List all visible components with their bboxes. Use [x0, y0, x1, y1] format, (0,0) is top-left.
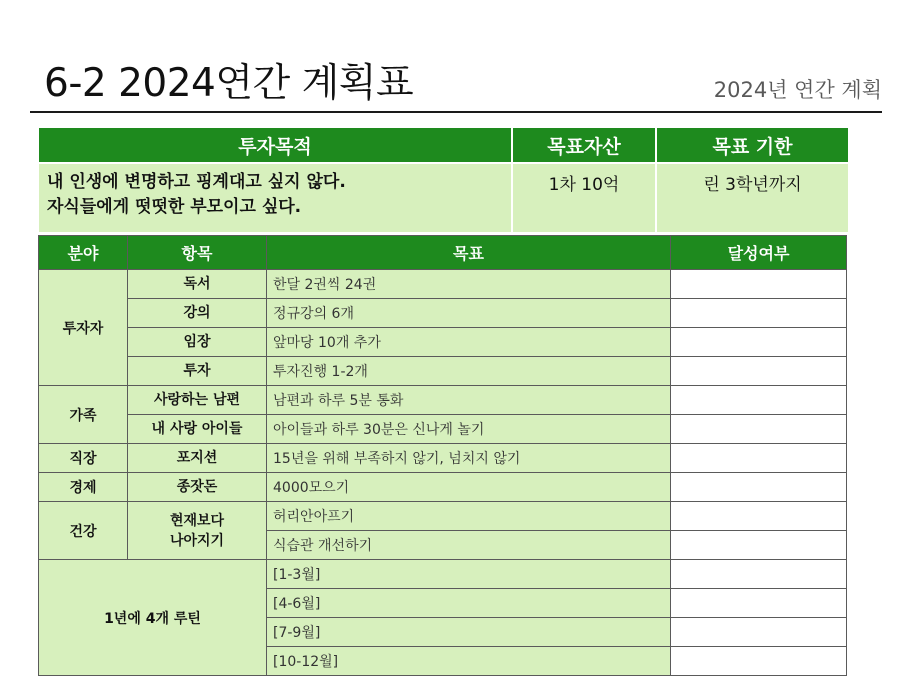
item-improve-line-1: 현재보다 — [169, 512, 225, 529]
annual-plan-table — [38, 235, 847, 676]
achievement-cell[interactable] — [671, 618, 847, 647]
item-husband: 사랑하는 남편 — [128, 386, 267, 415]
goal-cell: 한달 2권씩 24권 — [267, 270, 671, 299]
goal-cell: [4-6월] — [267, 589, 671, 618]
category-work: 직장 — [39, 444, 128, 473]
item-lecture: 강의 — [128, 299, 267, 328]
achievement-cell[interactable] — [671, 444, 847, 473]
table-row — [39, 270, 847, 299]
achievement-cell[interactable] — [671, 328, 847, 357]
goal-cell: 아이들과 하루 30분은 신나게 놀기 — [267, 415, 671, 444]
goal-cell: [7-9월] — [267, 618, 671, 647]
header-field: 분야 — [39, 236, 128, 270]
category-family: 가족 — [39, 386, 128, 444]
achievement-cell[interactable] — [671, 502, 847, 531]
item-improve-line-2: 나아지기 — [169, 532, 225, 549]
header-target-asset: 목표자산 — [512, 127, 656, 163]
purpose-line-1: 내 인생에 변명하고 핑계대고 싶지 않다. — [47, 172, 346, 192]
achievement-cell[interactable] — [671, 357, 847, 386]
investment-goal-row — [38, 163, 849, 233]
category-routine: 1년에 4개 루틴 — [39, 560, 267, 676]
achievement-cell[interactable] — [671, 270, 847, 299]
header-item: 항목 — [128, 236, 267, 270]
achievement-cell[interactable] — [671, 299, 847, 328]
category-economy: 경제 — [39, 473, 128, 502]
header-goal: 목표 — [267, 236, 671, 270]
goal-cell: [10-12월] — [267, 647, 671, 676]
table-row — [39, 415, 847, 444]
table-row — [39, 473, 847, 502]
goal-cell: 투자진행 1-2개 — [267, 357, 671, 386]
table-row — [39, 357, 847, 386]
table-row — [39, 560, 847, 589]
goal-cell: 남편과 하루 5분 통화 — [267, 386, 671, 415]
target-deadline-cell: 린 3학년까지 — [656, 163, 849, 233]
purpose-line-2: 자식들에게 떳떳한 부모이고 싶다. — [47, 197, 302, 217]
item-improve — [128, 502, 267, 560]
item-children: 내 사랑 아이들 — [128, 415, 267, 444]
plan-header-row — [39, 236, 847, 270]
target-asset-cell: 1차 10억 — [512, 163, 656, 233]
table-row — [39, 328, 847, 357]
goal-cell: 허리안아프기 — [267, 502, 671, 531]
table-row — [39, 444, 847, 473]
header-target-deadline: 목표 기한 — [656, 127, 849, 163]
achievement-cell[interactable] — [671, 386, 847, 415]
achievement-cell[interactable] — [671, 589, 847, 618]
table-row — [39, 299, 847, 328]
achievement-cell[interactable] — [671, 531, 847, 560]
goal-cell: 정규강의 6개 — [267, 299, 671, 328]
page-subtitle: 2024년 연간 계획 — [713, 78, 882, 102]
header-purpose: 투자목적 — [38, 127, 512, 163]
item-investment: 투자 — [128, 357, 267, 386]
goal-cell: 앞마당 10개 추가 — [267, 328, 671, 357]
investment-goal-table — [37, 126, 850, 234]
achievement-cell[interactable] — [671, 560, 847, 589]
table-row — [39, 386, 847, 415]
page-title: 6-2 2024연간 계획표 — [44, 61, 414, 106]
goal-cell: 4000모으기 — [267, 473, 671, 502]
category-investor: 투자자 — [39, 270, 128, 386]
investment-goal-header-row — [38, 127, 849, 163]
header-achieved: 달성여부 — [671, 236, 847, 270]
title-divider — [30, 111, 882, 113]
achievement-cell[interactable] — [671, 473, 847, 502]
item-site-visit: 임장 — [128, 328, 267, 357]
table-row — [39, 502, 847, 531]
item-position: 포지션 — [128, 444, 267, 473]
goal-cell: 식습관 개선하기 — [267, 531, 671, 560]
achievement-cell[interactable] — [671, 415, 847, 444]
goal-cell: 15년을 위해 부족하지 않기, 넘치지 않기 — [267, 444, 671, 473]
purpose-cell — [38, 163, 512, 233]
item-seed-money: 종잣돈 — [128, 473, 267, 502]
achievement-cell[interactable] — [671, 647, 847, 676]
item-reading: 독서 — [128, 270, 267, 299]
goal-cell: [1-3월] — [267, 560, 671, 589]
category-health: 건강 — [39, 502, 128, 560]
